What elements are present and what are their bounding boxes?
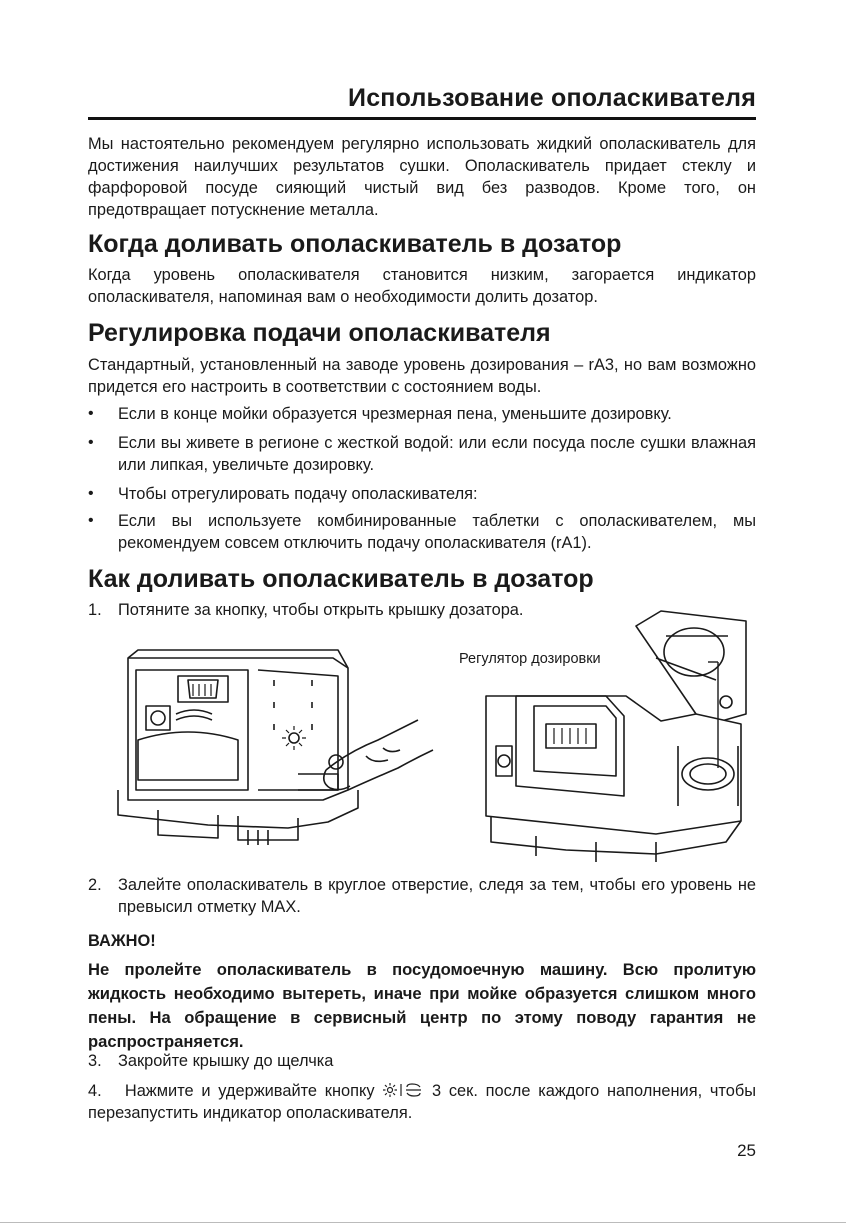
- step-3: [88, 1050, 756, 1072]
- bullet-item: [88, 432, 756, 476]
- step-number: 2.: [88, 876, 102, 894]
- section2-text: Стандартный, установленный на заводе уровень дозирования – rA3, но вам возможно придется его настроить в соответствии с состоянием воды.: [88, 356, 756, 396]
- page-number: 25: [737, 1141, 756, 1160]
- important-label-text: ВАЖНО!: [88, 932, 156, 950]
- bullet-item: [88, 483, 756, 505]
- intro-text: Мы настоятельно рекомендуем регулярно использовать жидкий ополаскиватель для достижения наилучших результатов сушки. Ополаскиватель придает стеклу и фарфоровой посуде сияющий чистый вид без разводов. Кроме того, он предотвращает потускнение металла.: [88, 135, 756, 219]
- bullet-dot: •: [88, 485, 94, 502]
- bullet-dot: •: [88, 434, 94, 451]
- rinse-aid-reset-button-icon: [382, 1082, 424, 1098]
- dispenser-closed-illustration: [98, 640, 438, 850]
- bullet-item: [88, 510, 756, 554]
- bullet-text: Если вы живете в регионе с жесткой водой: или если посуда после сушки влажная или липкая, увеличьте дозировку.: [118, 434, 756, 474]
- bullet-text: Если вы используете комбинированные таблетки с ополаскивателем, мы рекомендуем совсем отключить подачу ополаскивателя (rA1).: [118, 512, 756, 552]
- bullet-dot: •: [88, 512, 94, 529]
- step-number: 4.: [88, 1082, 102, 1100]
- dosage-regulator-callout: Регулятор дозировки: [459, 651, 601, 667]
- step-number: 3.: [88, 1052, 102, 1070]
- section1-text: Когда уровень ополаскивателя становится низким, загорается индикатор ополаскивателя, напоминая вам о необходимости долить дозатор.: [88, 266, 756, 306]
- intro-paragraph: [88, 133, 756, 221]
- section1-paragraph: [88, 264, 756, 308]
- important-label: [88, 930, 756, 952]
- bullet-text: Чтобы отрегулировать подачу ополаскивателя:: [118, 485, 478, 503]
- page-title: Использование ополаскивателя: [348, 84, 756, 112]
- step-2: [88, 874, 756, 918]
- important-text: Не пролейте ополаскиватель в посудомоечную машину. Всю пролитую жидкость необходимо вытереть, иначе при мойке образуется слишком много пены. На обращение в сервисный центр по этому поводу гарантия не распространяется.: [88, 960, 756, 1051]
- step-text: Закройте крышку до щелчка: [118, 1052, 334, 1070]
- step-4-text-a: Нажмите и удерживайте кнопку: [124, 1082, 375, 1100]
- important-block: [88, 958, 756, 1054]
- dispenser-open-illustration: [456, 606, 756, 866]
- section-heading-how-refill: Как доливать ополаскиватель в дозатор: [88, 565, 594, 593]
- step-4-text-b: 3 сек. после каждого наполнения, чтобы перезапустить индикатор ополаскивателя.: [88, 1082, 756, 1122]
- step-text: Залейте ополаскиватель в круглое отверстие, следя за тем, чтобы его уровень не превысил отметку MAX.: [118, 876, 756, 916]
- step-4-text: [88, 1080, 756, 1124]
- step-text: Потяните за кнопку, чтобы открыть крышку дозатора.: [118, 601, 524, 619]
- bullet-text: Если в конце мойки образуется чрезмерная пена, уменьшите дозировку.: [118, 405, 672, 423]
- step-4: [88, 1080, 756, 1124]
- step-number: 1.: [88, 601, 102, 619]
- bullet-dot: •: [88, 405, 94, 422]
- page-bottom-edge: [0, 1222, 846, 1223]
- title-rule: [88, 117, 756, 120]
- bullet-item: [88, 403, 756, 425]
- section2-paragraph: [88, 354, 756, 398]
- section-heading-when-refill: Когда доливать ополаскиватель в дозатор: [88, 230, 622, 258]
- section-heading-adjust: Регулировка подачи ополаскивателя: [88, 319, 551, 347]
